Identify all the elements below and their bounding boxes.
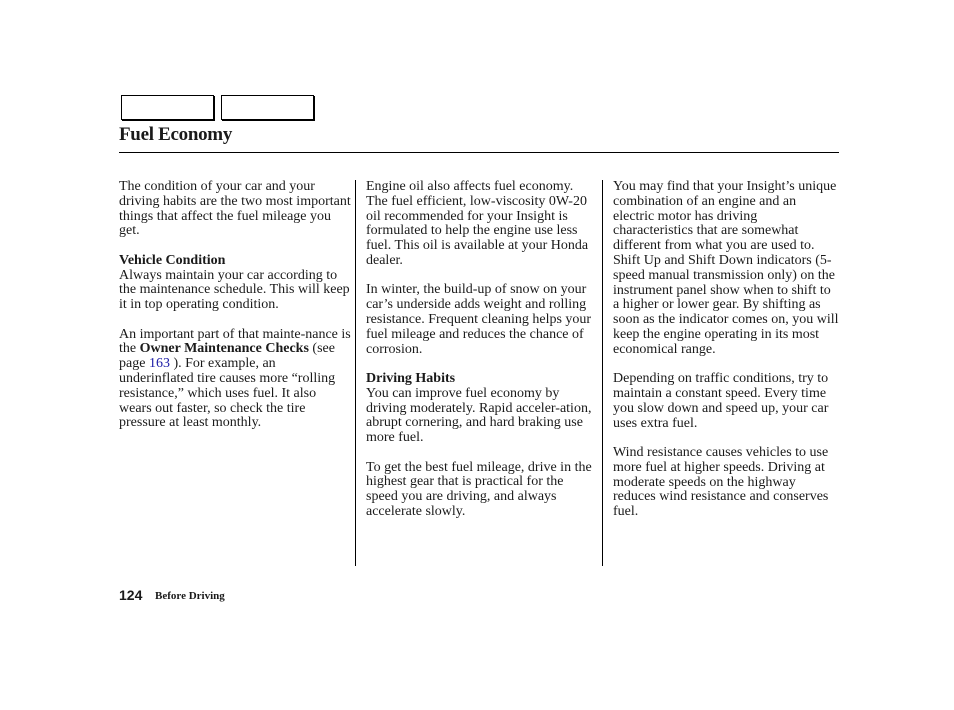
paragraph-maintenance	[119, 328, 351, 432]
text-run: (see page	[119, 341, 335, 372]
text-column-2	[366, 180, 598, 534]
page-number: 124	[119, 587, 143, 603]
page-163-link[interactable]: 163	[148, 356, 170, 372]
page-title: Fuel Economy	[119, 124, 233, 145]
nav-button-next[interactable]	[221, 95, 314, 120]
text-column-1	[119, 180, 351, 446]
owner-maintenance-checks-label: Owner Maintenance Checks	[139, 341, 309, 357]
paragraph: You can improve fuel economy by driving moderately. Rapid acceler-ation, abrupt cornering, and hard braking use more fuel.	[366, 385, 592, 446]
text-column-3	[613, 180, 839, 535]
title-rule	[119, 152, 839, 153]
paragraph: Wind resistance causes vehicles to use more fuel at higher speeds. Driving at moderate speeds on the highway reduces wind resistance and conserves fuel.	[613, 444, 829, 520]
heading-vehicle-condition: Vehicle Condition	[119, 252, 226, 268]
column-divider	[602, 180, 603, 566]
paragraph: Always maintain your car according to the maintenance schedule. This will keep it in top operating condition.	[119, 267, 350, 313]
text-run: An important part of that mainte-nance is the	[119, 326, 351, 357]
paragraph: To get the best fuel mileage, drive in the highest gear that is practical for the speed you are driving, and always accelerate slowly.	[366, 459, 592, 519]
heading-driving-habits: Driving Habits	[366, 370, 456, 386]
paragraph: You may find that your Insight’s unique combination of an engine and an electric motor has driving characteristics that are somewhat different from what you are used to. Shift Up and Shift Down indicators (5-speed manual transmission only) on the instrument panel show when to shift to a higher or lower gear. By shifting as soon as the indicator comes on, you will keep the engine operating in its most economical range.	[613, 179, 839, 357]
paragraph: Engine oil also affects fuel economy. The fuel efficient, low-viscosity 0W-20 oil recommended for your Insight is formulated to help the engine use less fuel. This oil is available at your Honda dealer.	[366, 179, 589, 268]
paragraph: Depending on traffic conditions, try to maintain a constant speed. Every time you slow down and speed up, your car uses extra fuel.	[613, 371, 829, 431]
column-divider	[355, 180, 356, 566]
text-run: ). For example, an underinflated tire causes more “rolling resistance,” which uses fuel. It also wears out faster, so check the tire pressure at least monthly.	[119, 356, 336, 431]
paragraph: The condition of your car and your driving habits are the two most important things that affect the fuel mileage you get.	[119, 179, 351, 239]
nav-button-previous[interactable]	[121, 95, 214, 120]
section-name: Before Driving	[155, 590, 225, 602]
paragraph: In winter, the build-up of snow on your car’s underside adds weight and rolling resistance. Frequent cleaning helps your fuel mileage and reduces the chance of corrosion.	[366, 282, 592, 357]
